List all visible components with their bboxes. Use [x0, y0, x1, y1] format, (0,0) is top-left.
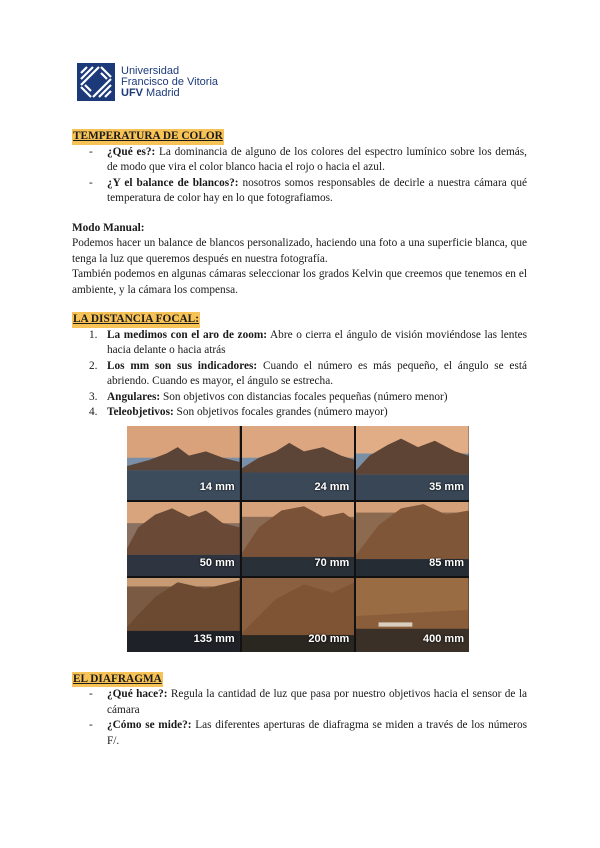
temperatura-list — [72, 145, 527, 207]
focal-label: 200 mm — [308, 633, 350, 645]
section-distancia-focal — [72, 312, 527, 652]
item-number: 2. — [89, 359, 98, 372]
list-item — [72, 687, 527, 718]
heading-temperatura: TEMPERATURA DE COLOR — [72, 129, 224, 145]
focal-label: 70 mm — [314, 557, 350, 569]
photo-tile — [242, 502, 355, 576]
logo-madrid: Madrid — [143, 86, 180, 99]
photo-tile — [356, 502, 469, 576]
list-item — [72, 145, 527, 176]
list-item — [72, 359, 527, 390]
list-item — [72, 176, 527, 207]
item-text: Las diferentes aperturas de diafragma se miden a través de los números F/. — [107, 719, 527, 747]
focal-label: 50 mm — [199, 557, 235, 569]
item-term: Los mm son sus indicadores: — [107, 359, 258, 372]
item-text: La dominancia de alguno de los colores del espectro lumínico sobre los demás, de modo que vira el color blanco hacia el rojo o hacia el azul. — [107, 145, 527, 173]
list-item — [72, 405, 527, 421]
section-temperatura — [72, 129, 527, 207]
item-text: Son objetivos con distancias focales pequeñas (número menor) — [160, 390, 448, 403]
document-content — [72, 129, 527, 763]
focal-label: 35 mm — [429, 481, 464, 493]
item-text: nosotros somos responsables de decirle a nuestra cámara qué temperatura de color hay en lo que fotografiamos. — [107, 176, 527, 204]
section-diafragma — [72, 672, 527, 750]
item-text: Son objetivos focales grandes (número mayor) — [173, 406, 388, 418]
focal-label: 24 mm — [314, 481, 350, 493]
distancia-list — [72, 328, 527, 421]
focal-length-photo-grid — [127, 426, 469, 652]
diafragma-list — [72, 687, 527, 749]
logo-line-3 — [121, 88, 218, 99]
modo-manual-paragraph-1: Podemos hacer un balance de blancos personalizado, haciendo una foto a una superficie blanca, que tenga la luz que queremos después en nuestra fotografía. — [72, 237, 527, 265]
heading-distancia-focal: LA DISTANCIA FOCAL: — [72, 312, 200, 328]
item-text: Cuando el número es más pequeño, el ángulo se está abriendo. Cuando es mayor, el ángulo se estrecha. — [107, 359, 527, 387]
photo-tile — [356, 426, 469, 500]
photo-tile — [127, 426, 240, 500]
photo-tile — [242, 578, 355, 652]
item-term: ¿Qué es?: — [107, 145, 156, 158]
heading-diafragma: EL DIAFRAGMA — [72, 672, 163, 688]
photo-tile — [127, 502, 240, 576]
item-term: ¿Qué hace?: — [107, 688, 168, 700]
focal-label: 85 mm — [429, 557, 464, 569]
logo-text — [121, 66, 218, 99]
item-term: ¿Cómo se mide?: — [107, 719, 192, 731]
modo-manual-title: Modo Manual: — [72, 221, 145, 234]
item-term: ¿Y el balance de blancos?: — [107, 176, 239, 189]
item-number: 3. — [89, 390, 98, 403]
list-item — [72, 328, 527, 359]
item-term: Teleobjetivos: — [107, 406, 174, 418]
photo-tile — [127, 578, 240, 652]
ufv-logo-icon — [77, 63, 115, 101]
modo-manual-paragraph-2: También podemos en algunas cámaras seleccionar los grados Kelvin que creemos que tenemos en el ambiente, y la cámara los compensa. — [72, 268, 527, 296]
focal-label: 400 mm — [423, 633, 464, 645]
list-item — [72, 390, 527, 406]
section-modo-manual — [72, 221, 527, 299]
logo-ufv: UFV — [121, 86, 143, 99]
university-logo — [77, 62, 218, 102]
photo-tile — [242, 426, 355, 500]
item-number: 1. — [89, 328, 98, 341]
list-item — [72, 718, 527, 749]
photo-tile — [356, 578, 469, 652]
item-term: Angulares: — [107, 390, 161, 403]
item-text: Regula la cantidad de luz que pasa por nuestro objetivos hacia el sensor de la cámara — [107, 688, 527, 716]
item-term: La medimos con el aro de zoom: — [107, 328, 268, 341]
item-number: 4. — [89, 406, 98, 418]
focal-label: 14 mm — [199, 481, 235, 493]
focal-label: 135 mm — [193, 633, 235, 645]
logo-line-2: Francisco de Vitoria — [121, 75, 219, 88]
logo-line-1: Universidad — [121, 64, 180, 77]
item-text: Abre o cierra el ángulo de visión moviéndose las lentes hacia delante o hacia atrás — [107, 328, 527, 356]
